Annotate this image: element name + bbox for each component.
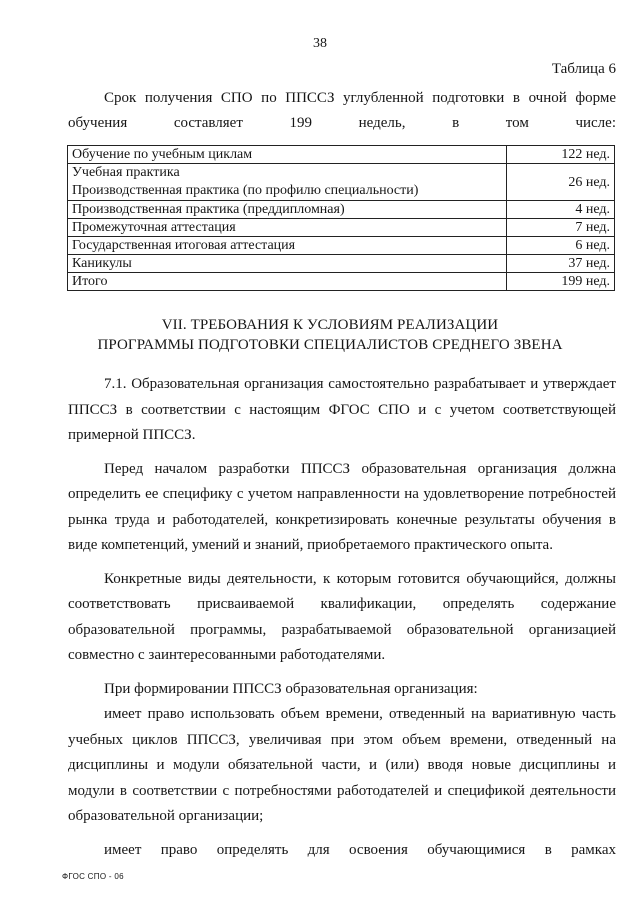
page-number: 38 xyxy=(313,36,327,51)
table-label: Таблица 6 xyxy=(551,61,616,77)
row-name: Итого xyxy=(68,273,507,291)
paragraph: имеет право определять для освоения обучающимися в рамках xyxy=(104,841,616,858)
paragraph: При формировании ППССЗ образовательная организация: xyxy=(104,680,478,697)
table-row xyxy=(68,201,615,219)
row-value: 199 нед. xyxy=(507,273,615,291)
row-value: 26 нед. xyxy=(507,164,615,201)
section-heading-line: ПРОГРАММЫ ПОДГОТОВКИ СПЕЦИАЛИСТОВ СРЕДНЕГО ЗВЕНА xyxy=(97,337,563,353)
table-row xyxy=(68,273,615,291)
row-name-pair xyxy=(68,164,507,201)
table-row xyxy=(68,255,615,273)
study-terms-table xyxy=(67,145,615,291)
row-name: Учебная практика xyxy=(72,165,180,180)
table-row xyxy=(68,146,615,164)
row-name: Промежуточная аттестация xyxy=(68,219,507,237)
row-value: 7 нед. xyxy=(507,219,615,237)
row-name: Обучение по учебным циклам xyxy=(68,146,507,164)
row-name: Производственная практика (преддипломная) xyxy=(68,201,507,219)
paragraph: 7.1. Образовательная организация самостоятельно разрабатывает и утверждает ППССЗ в соответствии с настоящим ФГОС СПО и с учетом соответствующей примерной ППССЗ. xyxy=(68,376,616,443)
table-row xyxy=(68,164,615,201)
table-row xyxy=(68,237,615,255)
body-text xyxy=(68,372,616,871)
row-value: 6 нед. xyxy=(507,237,615,255)
paragraph: имеет право использовать объем времени, отведенный на вариативную часть учебных циклов ППССЗ, увеличивая при этом объем времени, отведенный на дисциплины и модули обязательной части, и (или) вводя новые дисциплины и модули в соответствии с потребностями работодателей и спецификой деятельности образовательной организации; xyxy=(68,706,616,824)
paragraph: Конкретные виды деятельности, к которым готовится обучающийся, должны соответствовать присваиваемой квалификации, определять содержание образовательной программы, разрабатываемой образовательной организацией совместно с заинтересованными работодателями. xyxy=(68,570,616,663)
row-name: Производственная практика (по профилю специальности) xyxy=(72,183,419,198)
section-heading xyxy=(40,315,620,355)
row-name: Каникулы xyxy=(68,255,507,273)
intro-paragraph xyxy=(68,86,616,136)
table-row xyxy=(68,219,615,237)
row-value: 122 нед. xyxy=(507,146,615,164)
row-value: 37 нед. xyxy=(507,255,615,273)
row-name: Государственная итоговая аттестация xyxy=(68,237,507,255)
paragraph: Перед началом разработки ППССЗ образовательная организация должна определить ее специфику с учетом направленности на удовлетворение потребностей рынка труда и работодателей, конкретизировать конечные результаты обучения в виде компетенций, умений и знаний, приобретаемого практического опыта. xyxy=(68,460,616,553)
row-value: 4 нед. xyxy=(507,201,615,219)
intro-text: Срок получения СПО по ППССЗ углубленной подготовки в очной форме обучения составляет 199 недель, в том числе: xyxy=(68,90,616,131)
section-heading-line: VII. ТРЕБОВАНИЯ К УСЛОВИЯМ РЕАЛИЗАЦИИ xyxy=(161,317,499,333)
footer-label: ФГОС СПО - 06 xyxy=(62,872,124,881)
